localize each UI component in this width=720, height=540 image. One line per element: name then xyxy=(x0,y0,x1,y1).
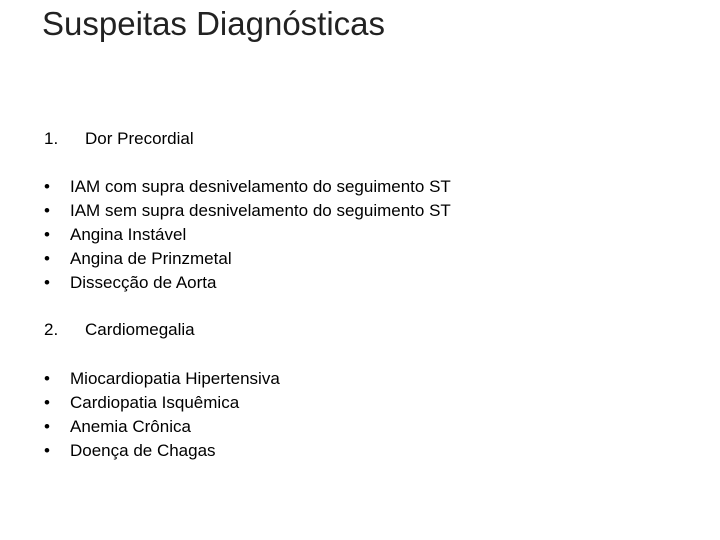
bullet-icon: • xyxy=(44,441,50,460)
bullet-icon: • xyxy=(44,201,50,220)
section-number: 1. xyxy=(44,129,59,148)
bullet-icon: • xyxy=(44,369,50,388)
bullet-icon: • xyxy=(44,249,50,268)
bullet-icon: • xyxy=(44,393,50,412)
list-item-text: Miocardiopatia Hipertensiva xyxy=(70,369,280,388)
bullet-icon: • xyxy=(44,177,50,196)
bullet-icon: • xyxy=(44,273,50,292)
slide-title: Suspeitas Diagnósticas xyxy=(42,5,386,42)
list-item-text: Angina Instável xyxy=(70,225,187,244)
list-item-text: IAM com supra desnivelamento do seguimento ST xyxy=(70,177,451,196)
bullet-icon: • xyxy=(44,225,50,244)
section-title: Dor Precordial xyxy=(85,129,194,148)
list-item-text: Cardiopatia Isquêmica xyxy=(70,393,240,412)
list-item-text: Doença de Chagas xyxy=(70,441,216,460)
section-title: Cardiomegalia xyxy=(85,320,195,339)
section-number: 2. xyxy=(44,320,59,339)
list-item-text: Angina de Prinzmetal xyxy=(70,249,232,268)
list-item-text: IAM sem supra desnivelamento do seguimento ST xyxy=(70,201,451,220)
list-item-text: Dissecção de Aorta xyxy=(70,273,217,292)
list-item-text: Anemia Crônica xyxy=(70,417,191,436)
bullet-icon: • xyxy=(44,417,50,436)
